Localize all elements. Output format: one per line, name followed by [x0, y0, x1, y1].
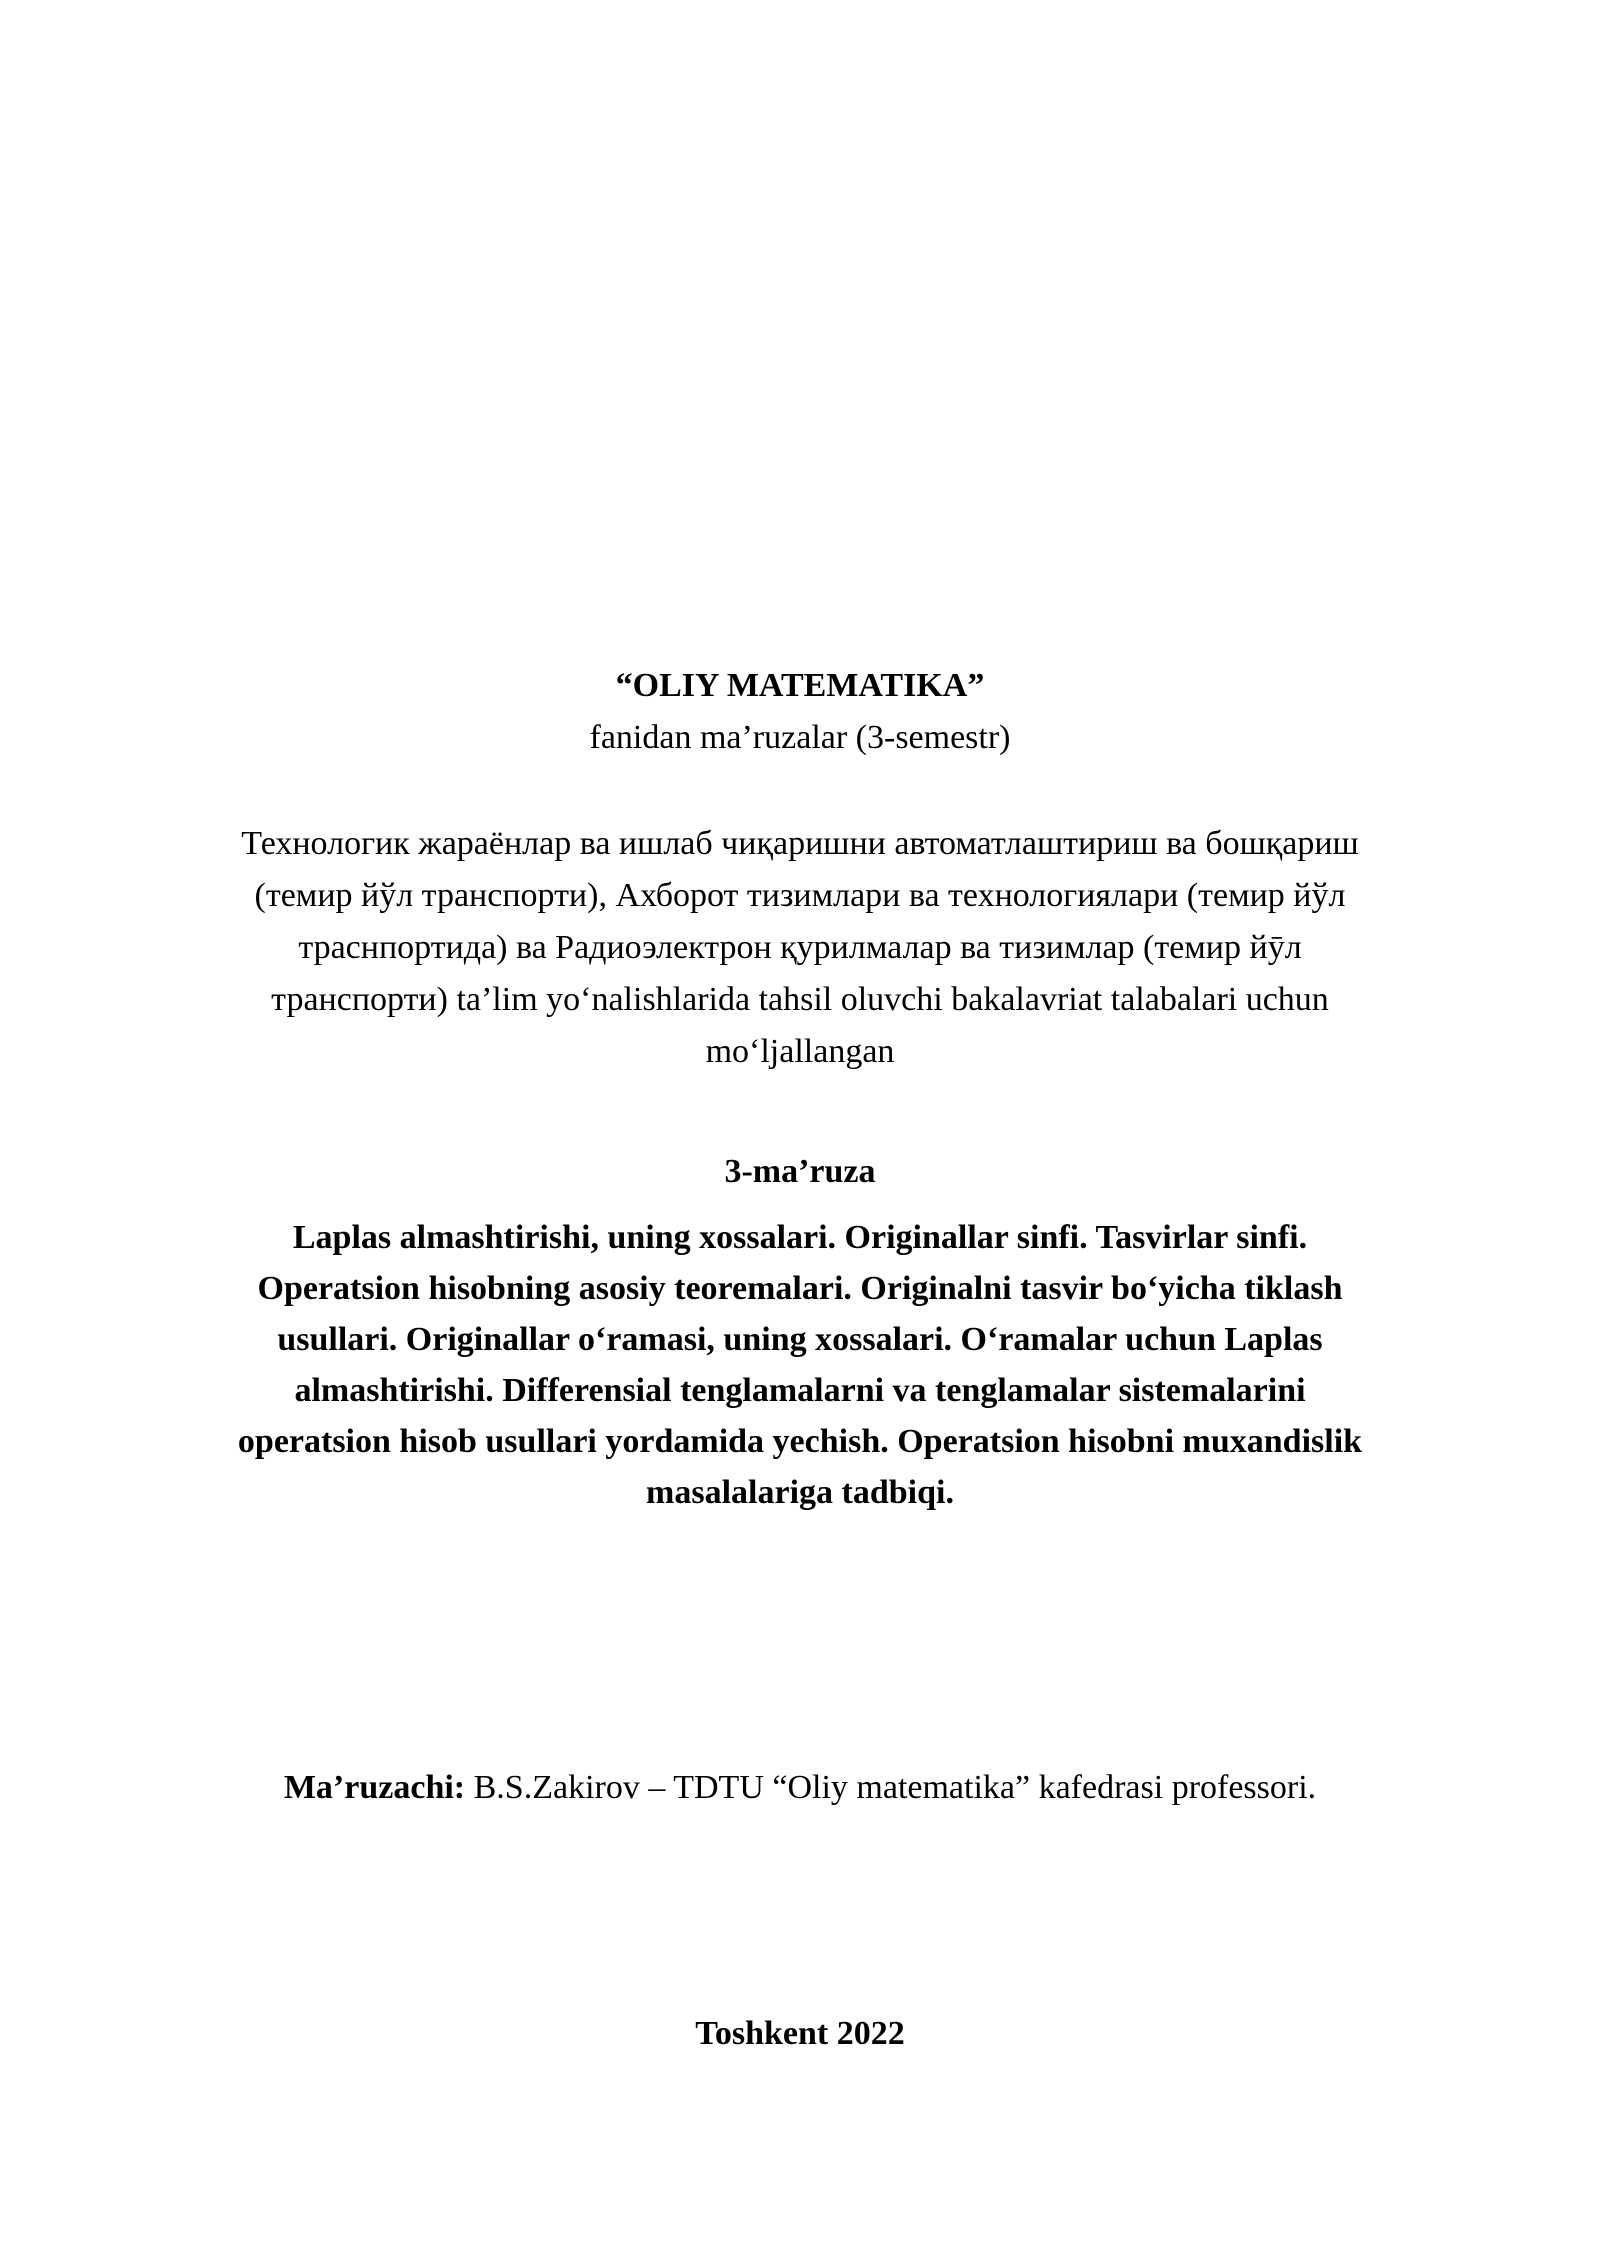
audience-line: Технологик жараёнлар ва ишлаб чиқаришни автоматлаштириш ва бошқариш	[241, 825, 1359, 862]
topic-line: usullari. Originallar o‘ramasi, uning xossalari. O‘ramalar uchun Laplas	[277, 1321, 1323, 1358]
audience-description	[170, 818, 1430, 1078]
course-subtitle: fanidan ma’ruzalar (3-semestr)	[589, 719, 1011, 756]
topic-line: almashtirishi. Differensial tenglamalarni va tenglamalar sistemalarini	[294, 1372, 1306, 1409]
audience-line: транспорти) ta’lim yo‘nalishlarida tahsil oluvchi bakalavriat talabalari uchun	[271, 981, 1329, 1018]
audience-line: (темир йўл транспорти), Ахборот тизимлари ва технологиялари (темир йўл	[254, 877, 1346, 914]
lecturer-name: B.S.Zakirov – TDTU “Oliy matematika” kafedrasi professori.	[465, 1769, 1317, 1806]
lecture-topic	[170, 1212, 1430, 1518]
audience-line: траснпортида) ва Радиоэлектрон қурилмалар ва тизимлар (темир йӯл	[298, 929, 1302, 966]
audience-line: mo‘ljallangan	[705, 1033, 895, 1070]
lecturer-info	[0, 1766, 1600, 1810]
topic-line: operatsion hisob usullari yordamida yechish. Operatsion hisobni muxandislik	[237, 1423, 1363, 1460]
lecturer-label: Ma’ruzachi:	[283, 1769, 466, 1806]
topic-line: masalalariga tadbiqi.	[646, 1474, 954, 1511]
course-title: “OLIY MATEMATIKA”	[615, 667, 985, 704]
place-and-year: Toshkent 2022	[695, 2015, 905, 2052]
topic-line: Laplas almashtirishi, uning xossalari. Originallar sinfi. Tasvirlar sinfi.	[292, 1219, 1308, 1256]
lecture-number: 3-ma’ruza	[724, 1153, 876, 1190]
topic-line: Operatsion hisobning asosiy teoremalari. Originalni tasvir bo‘yicha tiklash	[257, 1270, 1343, 1307]
